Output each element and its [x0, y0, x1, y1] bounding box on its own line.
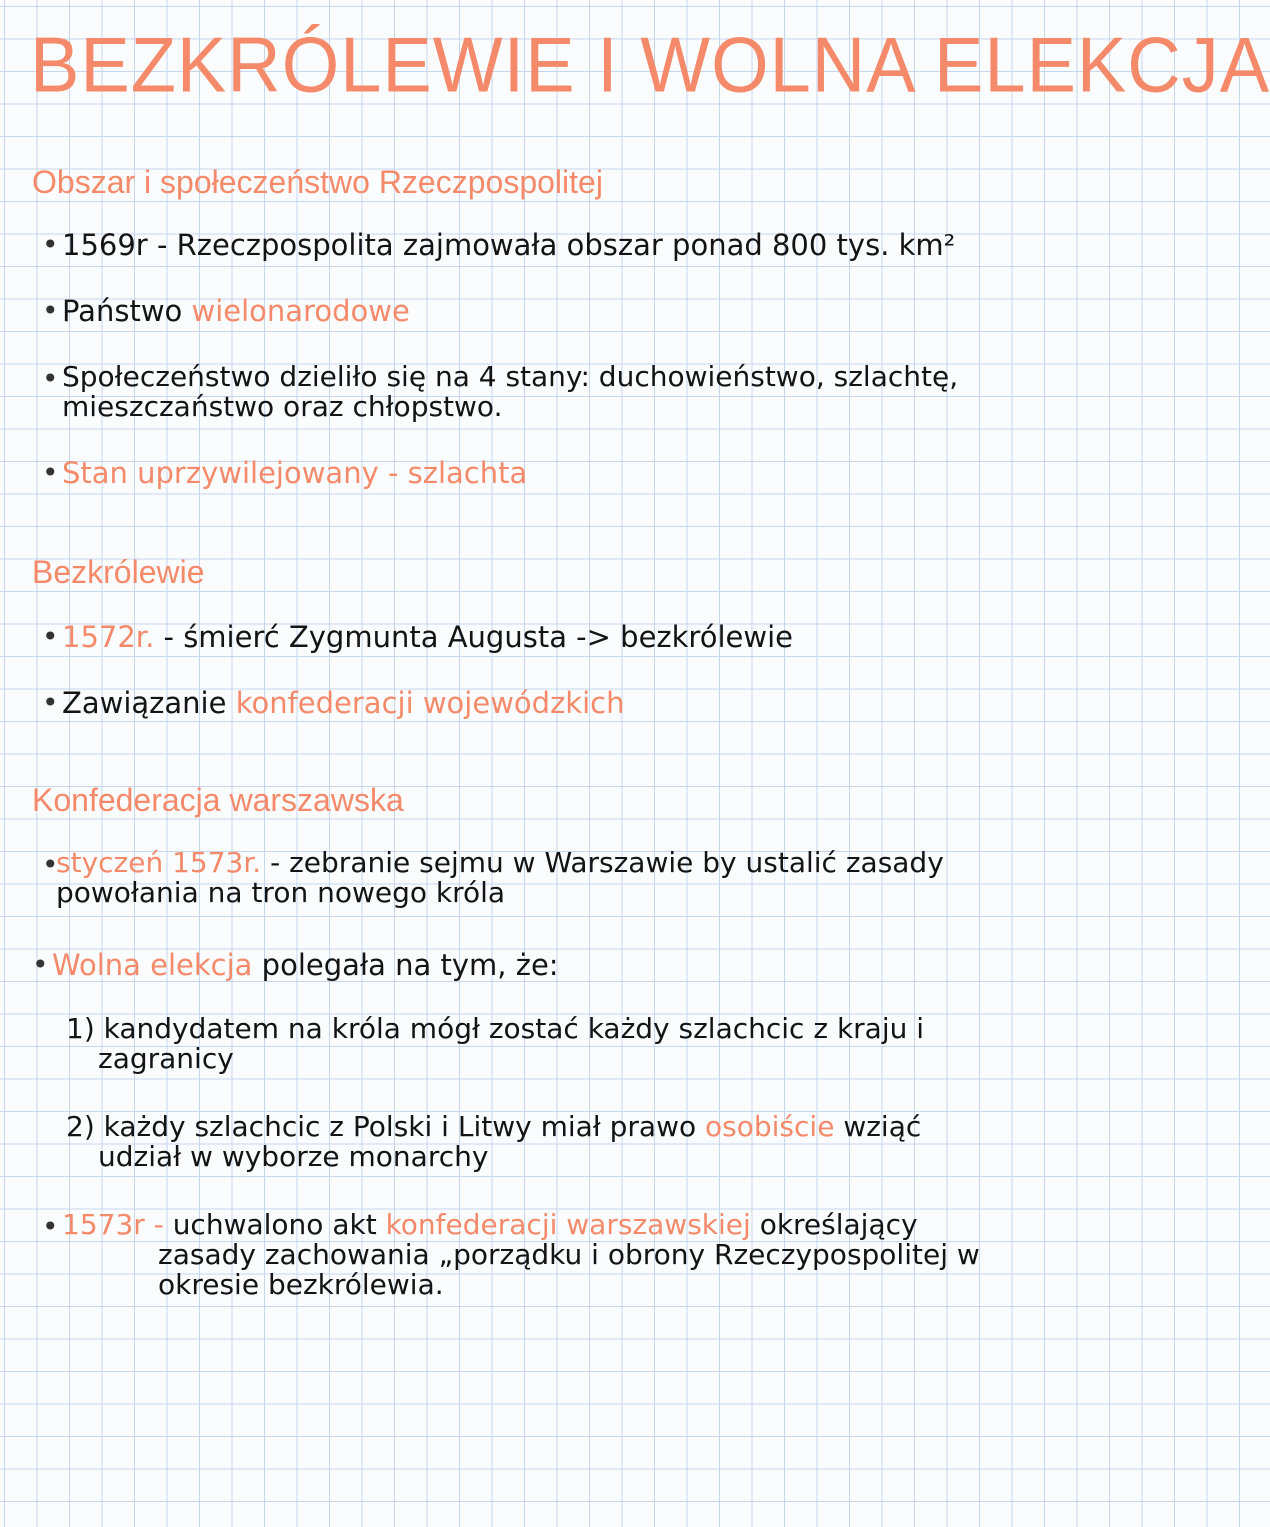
note-1573-act	[62, 1210, 980, 1300]
bullet-dot: •	[42, 620, 59, 653]
note-text: wziąć	[843, 1110, 922, 1143]
note-line: zagranicy	[98, 1042, 234, 1075]
note-text: określający	[759, 1208, 918, 1241]
note-line: mieszczaństwo oraz chłopstwo.	[62, 390, 503, 423]
note-confederations	[62, 686, 624, 720]
highlight-date: 1572r.	[62, 620, 155, 654]
note-text: uchwalono akt	[172, 1208, 377, 1241]
highlight-text: konfederacji warszawskiej	[385, 1208, 751, 1241]
note-text: Państwo	[62, 294, 183, 328]
section-heading-interregnum: Bezkrólewie	[32, 554, 205, 590]
note-text: 2) każdy szlachcic z Polski i Litwy miał prawo	[66, 1110, 697, 1143]
section-heading-warsaw-confederation: Konfederacja warszawska	[32, 782, 404, 818]
note-line	[62, 1210, 980, 1240]
highlight-text: Wolna elekcja	[52, 948, 253, 982]
bullet-dot: •	[42, 362, 59, 395]
page-title: BEZKRÓLEWIE I WOLNA ELEKCJA	[30, 20, 1270, 109]
note-line	[56, 848, 944, 878]
note-line: okresie bezkrólewia.	[158, 1268, 444, 1301]
list-item-voting-right	[66, 1112, 921, 1172]
note-line: Społeczeństwo dzieliło się na 4 stany: duchowieństwo, szlachtę,	[62, 360, 959, 393]
note-free-election	[52, 948, 559, 982]
highlight-text: wielonarodowe	[191, 294, 410, 328]
note-multinational-state	[62, 294, 410, 328]
highlight-text: osobiście	[705, 1110, 835, 1143]
note-four-estates	[62, 362, 958, 422]
note-text: Zawiązanie	[62, 686, 227, 720]
highlight-text: Stan uprzywilejowany	[62, 456, 379, 490]
section-heading-area-society: Obszar i społeczeństwo Rzeczpospolitej	[32, 164, 603, 200]
note-1569-area: 1569r - Rzeczpospolita zajmowała obszar ponad 800 tys. km²	[62, 228, 956, 262]
note-privileged-estate	[62, 456, 527, 490]
bullet-dot: •	[42, 686, 59, 719]
note-text: - śmierć Zygmunta Augusta -> bezkrólewie	[163, 620, 793, 654]
highlight-text: - szlachta	[387, 456, 528, 490]
note-text: - zebranie sejmu w Warszawie by ustalić zasady	[270, 846, 944, 879]
note-line: powołania na tron nowego króla	[56, 876, 506, 909]
bullet-dot: •	[42, 228, 59, 261]
list-item-candidate	[66, 1014, 924, 1074]
bullet-dot: •	[42, 456, 59, 489]
bullet-dot: •	[32, 948, 49, 981]
highlight-date: styczeń 1573r.	[56, 846, 262, 879]
highlight-text: konfederacji wojewódzkich	[235, 686, 625, 720]
note-text: polegała na tym, że:	[261, 948, 559, 982]
note-january-1573	[56, 848, 944, 908]
note-line	[66, 1112, 921, 1142]
highlight-date: 1573r -	[62, 1208, 164, 1241]
note-line: zasady zachowania „porządku i obrony Rzeczypospolitej w	[158, 1238, 980, 1271]
bullet-dot: •	[42, 1210, 59, 1243]
note-line: udział w wyborze monarchy	[98, 1140, 489, 1173]
bullet-dot: •	[42, 294, 59, 327]
bullet-dot: •	[42, 848, 59, 881]
note-1572-death	[62, 620, 793, 654]
note-line: 1) kandydatem na króla mógł zostać każdy szlachcic z kraju i	[66, 1012, 925, 1045]
